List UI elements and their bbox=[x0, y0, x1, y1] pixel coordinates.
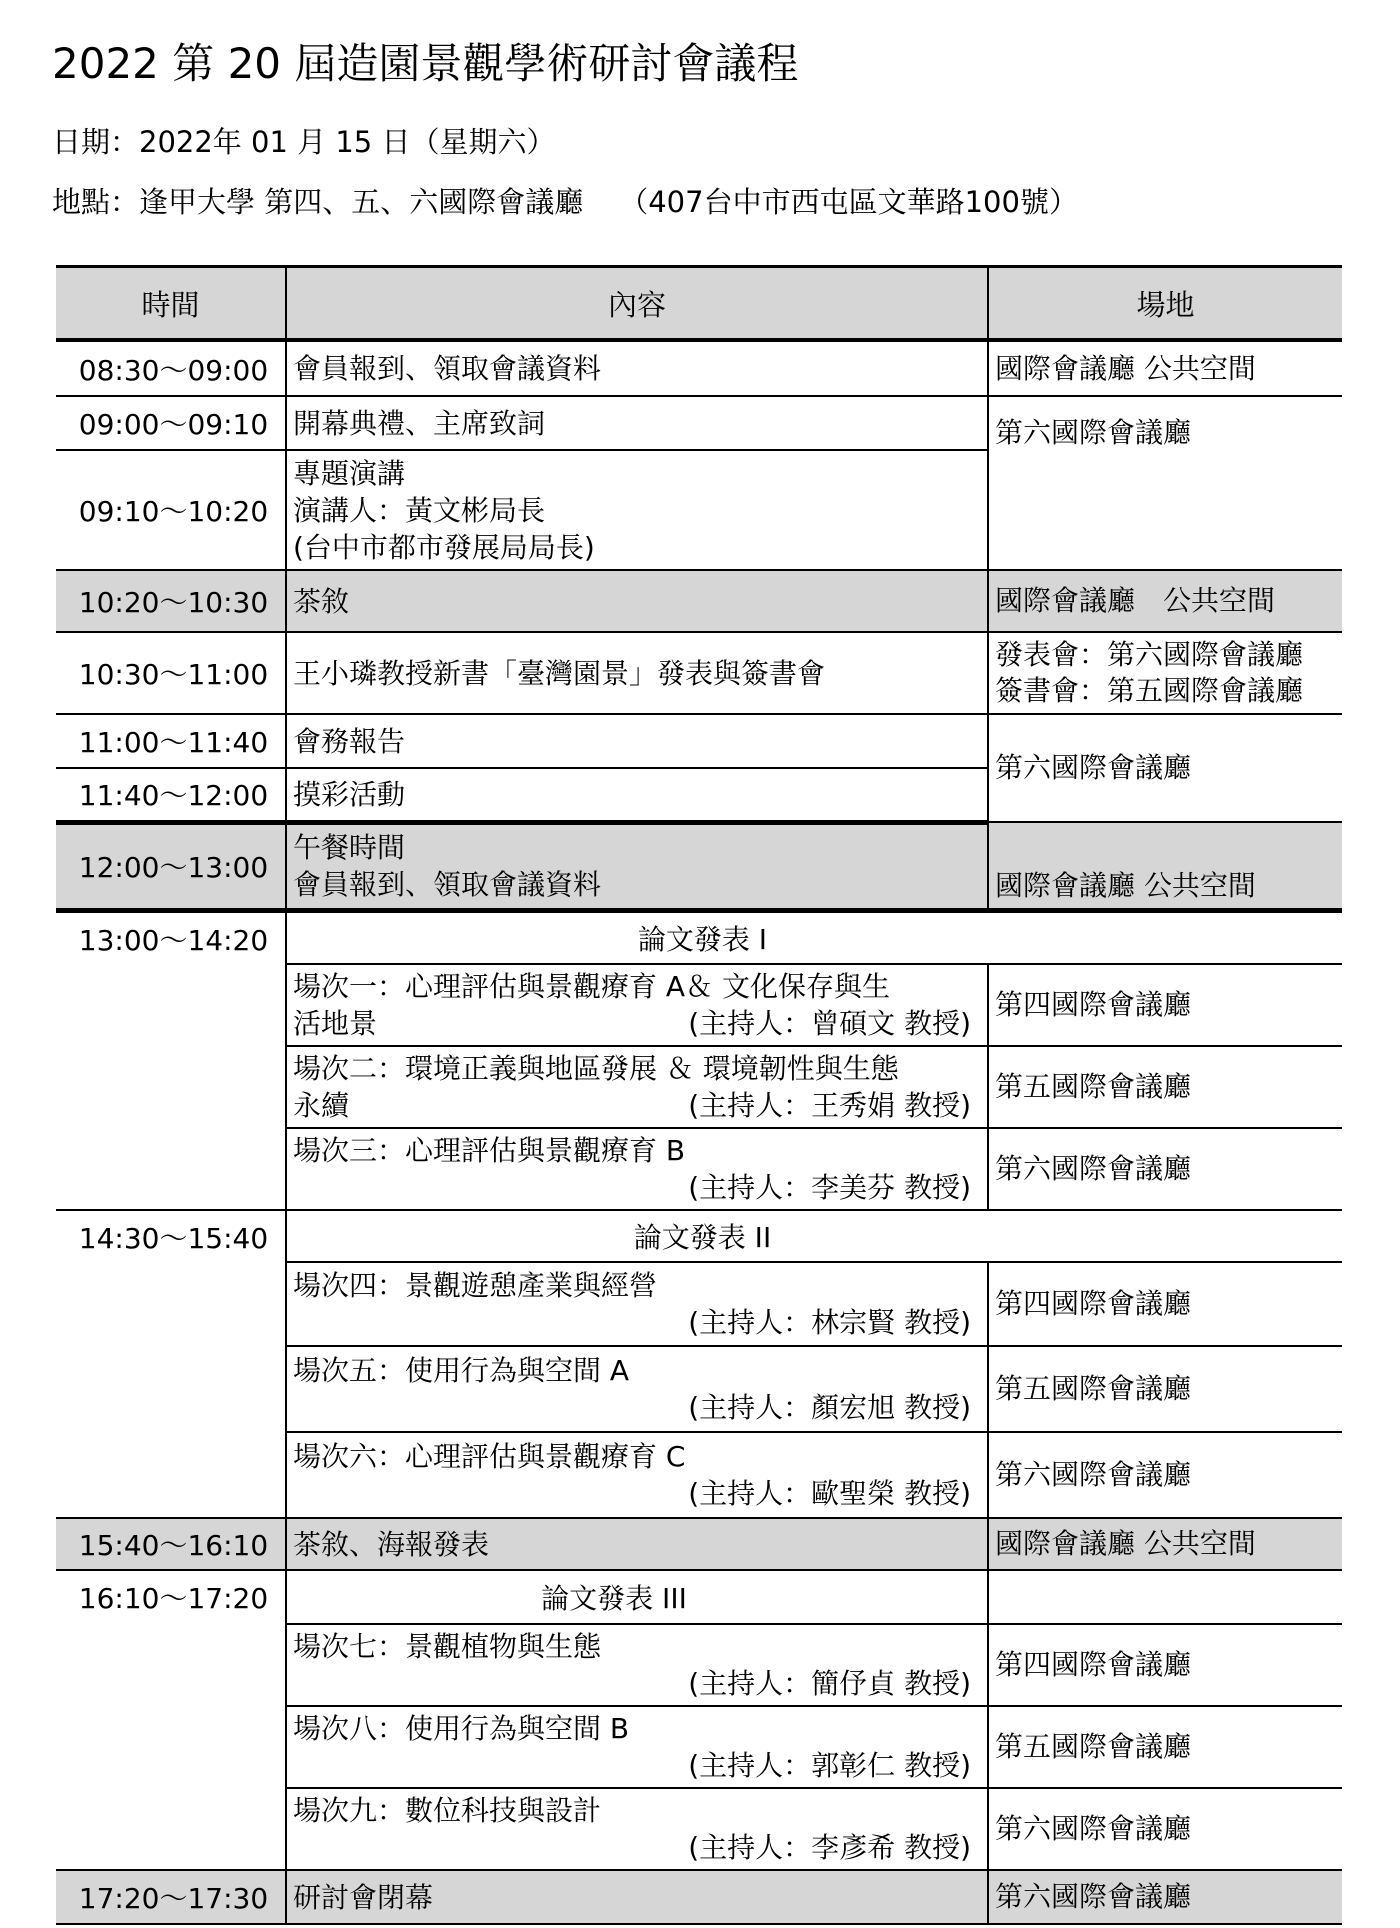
time-cell: 08:30～09:00 bbox=[56, 340, 286, 396]
session-moderator: (主持人：郭彰仁 教授) bbox=[688, 1749, 971, 1782]
keynote-title: 專題演講 bbox=[293, 456, 406, 490]
venue-cell: 第五國際會議廳 bbox=[988, 1346, 1342, 1432]
content-cell: 會務報告 bbox=[286, 714, 988, 768]
content-cell bbox=[286, 1128, 988, 1210]
session-moderator: (主持人：王秀娟 教授) bbox=[688, 1089, 971, 1122]
table-row bbox=[56, 1210, 1342, 1262]
content-cell: 摸彩活動 bbox=[286, 768, 988, 822]
venue-cell: 第四國際會議廳 bbox=[988, 964, 1342, 1046]
column-header-content: 內容 bbox=[286, 267, 988, 341]
event-date: 日期：2022年 01 月 15 日（星期六） bbox=[52, 125, 556, 159]
table-row bbox=[56, 714, 1342, 768]
time-cell: 10:20～10:30 bbox=[56, 570, 286, 632]
session-detail bbox=[293, 1005, 987, 1042]
venue-cell: 第五國際會議廳 bbox=[988, 1706, 1342, 1788]
paper-session-title-text: 論文發表 II bbox=[633, 1221, 772, 1254]
venue-cell: 第六國際會議廳 bbox=[988, 1870, 1342, 1924]
content-cell: 會員報到、領取會議資料 bbox=[286, 340, 988, 396]
venue-cell: 第六國際會議廳 bbox=[988, 396, 1342, 570]
document-title: 2022 第 20 屆造園景觀學術研討會議程 bbox=[52, 39, 799, 88]
session-name: 場次四：景觀遊憩產業與經營 bbox=[293, 1269, 658, 1302]
time-cell: 15:40～16:10 bbox=[56, 1518, 286, 1570]
time-cell: 11:40～12:00 bbox=[56, 768, 286, 822]
paper-session-title bbox=[286, 1570, 988, 1624]
paper-session-title bbox=[286, 1210, 1342, 1262]
session-name: 場次二：環境正義與地區發展 ＆ 環境韌性與生態 bbox=[293, 1052, 899, 1085]
venue-line: 簽書會：第五國際會議廳 bbox=[995, 674, 1304, 707]
venue-address: （407台中市西屯區文華路100號） bbox=[619, 185, 1078, 219]
table-row bbox=[56, 570, 1342, 632]
venue-line: 發表會：第六國際會議廳 bbox=[995, 638, 1304, 671]
session-moderator: (主持人：曾碩文 教授) bbox=[688, 1007, 971, 1040]
venue-cell: 國際會議廳 公共空間 bbox=[988, 822, 1342, 910]
paper-session-title-text: 論文發表 III bbox=[541, 1582, 687, 1615]
table-row bbox=[56, 632, 1342, 714]
table-row bbox=[56, 910, 1342, 964]
content-cell bbox=[286, 1432, 988, 1518]
session-name-cont: 永續 bbox=[293, 1089, 350, 1122]
time-cell: 17:20～17:30 bbox=[56, 1870, 286, 1924]
content-cell bbox=[286, 450, 988, 570]
lunch-label: 午餐時間 bbox=[293, 831, 406, 864]
time-cell: 11:00～11:40 bbox=[56, 714, 286, 768]
session-name: 場次六：心理評估與景觀療育 C bbox=[293, 1440, 686, 1473]
table-header-row bbox=[56, 267, 1342, 341]
session-name-cont: 活地景 bbox=[293, 1007, 378, 1040]
content-cell bbox=[286, 1346, 988, 1432]
venue-cell: 第六國際會議廳 bbox=[988, 714, 1342, 822]
time-cell: 16:10～17:20 bbox=[56, 1570, 286, 1870]
table-row bbox=[56, 1570, 1342, 1624]
venue-name: 地點：逢甲大學 第四、五、六國際會議廳 bbox=[52, 185, 584, 219]
venue-cell: 第六國際會議廳 bbox=[988, 1128, 1342, 1210]
content-cell bbox=[286, 1624, 988, 1706]
venue-cell: 國際會議廳 公共空間 bbox=[988, 570, 1342, 632]
paper-session-title-text: 論文發表 I bbox=[637, 922, 768, 956]
session-moderator: (主持人：歐聖榮 教授) bbox=[688, 1477, 971, 1510]
table-row bbox=[56, 340, 1342, 396]
session-moderator: (主持人：李美芬 教授) bbox=[688, 1171, 971, 1204]
time-cell: 12:00～13:00 bbox=[56, 822, 286, 910]
session-name: 場次五：使用行為與空間 A bbox=[293, 1354, 630, 1387]
session-detail bbox=[293, 1087, 987, 1124]
venue-cell: 國際會議廳 公共空間 bbox=[988, 1518, 1342, 1570]
column-header-time: 時間 bbox=[56, 267, 286, 341]
venue-cell: 第六國際會議廳 bbox=[988, 1432, 1342, 1518]
content-cell: 研討會閉幕 bbox=[286, 1870, 988, 1924]
content-cell bbox=[286, 1788, 988, 1870]
session-name: 場次一：心理評估與景觀療育 A＆ 文化保存與生 bbox=[293, 970, 890, 1003]
event-place bbox=[52, 182, 1078, 222]
time-cell: 13:00～14:20 bbox=[56, 910, 286, 1210]
content-cell: 茶敘、海報發表 bbox=[286, 1518, 988, 1570]
content-cell: 開幕典禮、主席致詞 bbox=[286, 396, 988, 450]
table-row bbox=[56, 822, 1342, 910]
document-header bbox=[52, 36, 1078, 222]
venue-cell: 第四國際會議廳 bbox=[988, 1624, 1342, 1706]
session-name: 場次三：心理評估與景觀療育 B bbox=[293, 1134, 686, 1167]
venue-cell bbox=[988, 1570, 1342, 1624]
keynote-speaker-title: (台中市都市發展局局長) bbox=[293, 530, 595, 564]
content-cell: 茶敘 bbox=[286, 570, 988, 632]
session-moderator: (主持人：李彥希 教授) bbox=[688, 1831, 971, 1864]
content-cell: 王小璘教授新書「臺灣園景」發表與簽書會 bbox=[286, 632, 988, 714]
time-cell: 10:30～11:00 bbox=[56, 632, 286, 714]
content-cell bbox=[286, 964, 988, 1046]
time-cell: 09:10～10:20 bbox=[56, 450, 286, 570]
venue-cell: 第四國際會議廳 bbox=[988, 1262, 1342, 1346]
venue-cell: 國際會議廳 公共空間 bbox=[988, 340, 1342, 396]
session-name: 場次八：使用行為與空間 B bbox=[293, 1712, 630, 1745]
table-row bbox=[56, 1870, 1342, 1924]
venue-cell: 第五國際會議廳 bbox=[988, 1046, 1342, 1128]
venue-cell bbox=[988, 632, 1342, 714]
session-moderator: (主持人：顏宏旭 教授) bbox=[688, 1391, 971, 1424]
time-cell: 14:30～15:40 bbox=[56, 1210, 286, 1518]
session-moderator: (主持人：林宗賢 教授) bbox=[688, 1306, 971, 1339]
agenda-table bbox=[56, 265, 1342, 1925]
session-name: 場次九：數位科技與設計 bbox=[293, 1794, 602, 1827]
content-cell bbox=[286, 822, 988, 910]
content-cell bbox=[286, 1262, 988, 1346]
registration-label: 會員報到、領取會議資料 bbox=[293, 868, 602, 901]
session-name: 場次七：景觀植物與生態 bbox=[293, 1630, 602, 1663]
paper-session-title bbox=[286, 910, 1342, 964]
venue-cell: 第六國際會議廳 bbox=[988, 1788, 1342, 1870]
table-row bbox=[56, 396, 1342, 450]
content-cell bbox=[286, 1706, 988, 1788]
session-moderator: (主持人：簡伃貞 教授) bbox=[688, 1667, 971, 1700]
column-header-venue: 場地 bbox=[988, 267, 1342, 341]
table-row bbox=[56, 1518, 1342, 1570]
content-cell bbox=[286, 1046, 988, 1128]
time-cell: 09:00～09:10 bbox=[56, 396, 286, 450]
keynote-speaker: 演講人：黃文彬局長 bbox=[293, 493, 546, 527]
